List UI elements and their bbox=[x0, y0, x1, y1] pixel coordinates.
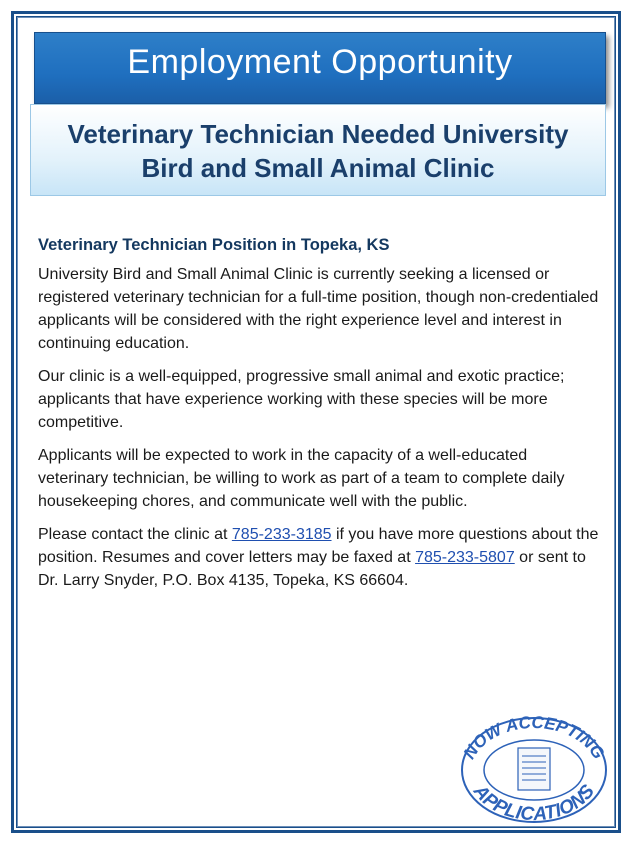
job-title bbox=[31, 117, 605, 185]
header-banner bbox=[34, 32, 606, 104]
job-description bbox=[38, 234, 600, 602]
contact-text-2: if you have more questions about the position. Resumes and cover letters may be faxed at bbox=[38, 526, 599, 566]
now-accepting-applications-stamp bbox=[458, 712, 610, 824]
job-title-line-1: Veterinary Technician Needed University bbox=[67, 119, 569, 149]
position-heading: Veterinary Technician Position in Topeka, KS bbox=[38, 236, 390, 254]
application-form-icon bbox=[518, 748, 550, 790]
paragraph-intro: University Bird and Small Animal Clinic is currently seeking a licensed or registered veterinary technician for a full-time position, though non-credentialed applicants will be considered with the right experience level and interest in continuing education. bbox=[38, 266, 599, 352]
stamp-bottom-text: APPLICATIONS bbox=[469, 781, 599, 824]
paragraph-expectations: Applicants will be expected to work in the capacity of a well-educated veterinary technician, be willing to work as part of a team to complete daily housekeeping chores, and communicate well with the public. bbox=[38, 447, 565, 510]
contact-text-3: or sent to Dr. Larry Snyder, P.O. Box 4135, Topeka, KS 66604. bbox=[38, 549, 586, 589]
paragraph-contact bbox=[38, 523, 600, 592]
fax-link[interactable]: 785-233-5807 bbox=[415, 549, 515, 566]
banner-title: Employment Opportunity bbox=[127, 43, 513, 81]
contact-text-1: Please contact the clinic at bbox=[38, 526, 232, 543]
paragraph-clinic: Our clinic is a well-equipped, progressive small animal and exotic practice; applicants that have experience working with these species will be more competitive. bbox=[38, 368, 565, 431]
subtitle-box bbox=[30, 104, 606, 196]
job-title-line-2: Bird and Small Animal Clinic bbox=[141, 153, 495, 183]
stamp-top-text: NOW ACCEPTING bbox=[459, 712, 609, 763]
phone-link[interactable]: 785-233-3185 bbox=[231, 526, 332, 543]
